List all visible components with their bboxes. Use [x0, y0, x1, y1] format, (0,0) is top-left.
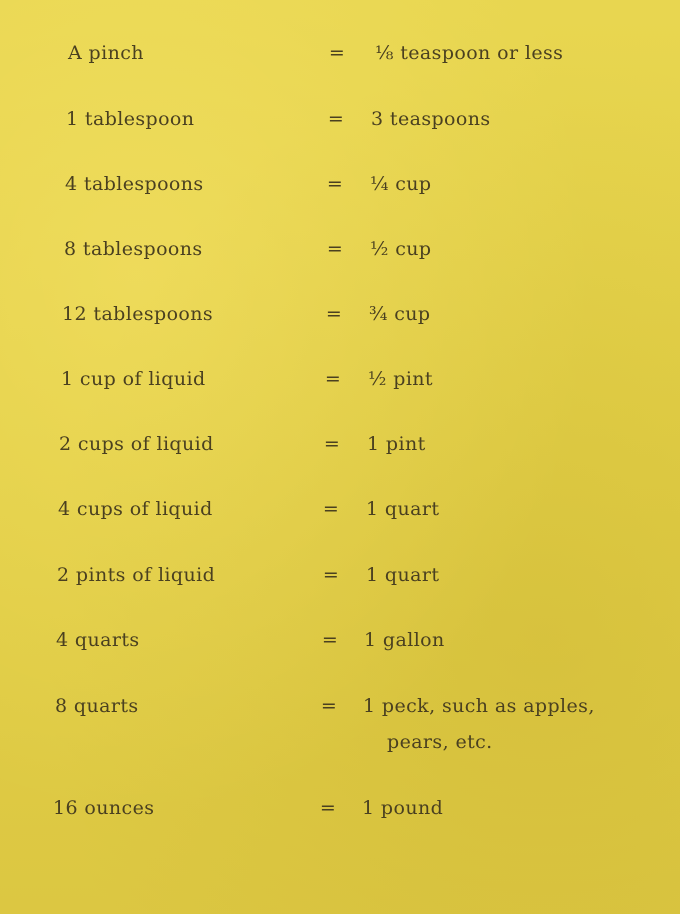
conversion-value: 1 quart: [366, 564, 440, 586]
conversion-value: ½ cup: [370, 238, 432, 260]
equals-sign: =: [319, 797, 337, 819]
conversion-amount: A pinch: [68, 42, 144, 64]
conversion-value: 1 gallon: [364, 629, 445, 651]
conversion-amount: 12 tablespoons: [62, 303, 214, 325]
conversion-value: ¼ cup: [370, 173, 432, 195]
equals-sign: =: [326, 238, 344, 260]
conversion-value: 1 pint: [367, 433, 426, 455]
equals-sign: =: [325, 303, 343, 325]
conversion-value: 1 quart: [366, 498, 440, 520]
conversion-amount: 16 ounces: [53, 797, 155, 819]
conversion-value: ½ pint: [368, 368, 433, 390]
equals-sign: =: [321, 629, 339, 651]
conversion-value: 1 pound: [362, 797, 444, 819]
conversion-amount: 1 cup of liquid: [61, 368, 206, 390]
conversion-value: ¾ cup: [369, 303, 431, 325]
equals-sign: =: [320, 695, 338, 717]
conversion-amount: 2 pints of liquid: [57, 564, 216, 586]
equals-sign: =: [323, 433, 341, 455]
conversion-amount: 4 quarts: [56, 629, 140, 651]
equals-sign: =: [328, 42, 346, 64]
equals-sign: =: [322, 498, 340, 520]
conversion-amount: 8 quarts: [55, 695, 139, 717]
conversion-amount: 1 tablespoon: [66, 108, 195, 130]
conversion-value-continued: pears, etc.: [387, 731, 493, 753]
conversion-value: 1 peck, such as apples,: [363, 695, 595, 717]
conversion-amount: 4 tablespoons: [65, 173, 204, 195]
conversion-amount: 4 cups of liquid: [58, 498, 213, 520]
conversion-value: 3 teaspoons: [371, 108, 491, 130]
equals-sign: =: [322, 564, 340, 586]
equals-sign: =: [326, 173, 344, 195]
equals-sign: =: [324, 368, 342, 390]
conversion-value: ⅛ teaspoon or less: [375, 42, 564, 64]
equals-sign: =: [327, 108, 345, 130]
conversion-amount: 2 cups of liquid: [59, 433, 214, 455]
conversion-amount: 8 tablespoons: [64, 238, 203, 260]
